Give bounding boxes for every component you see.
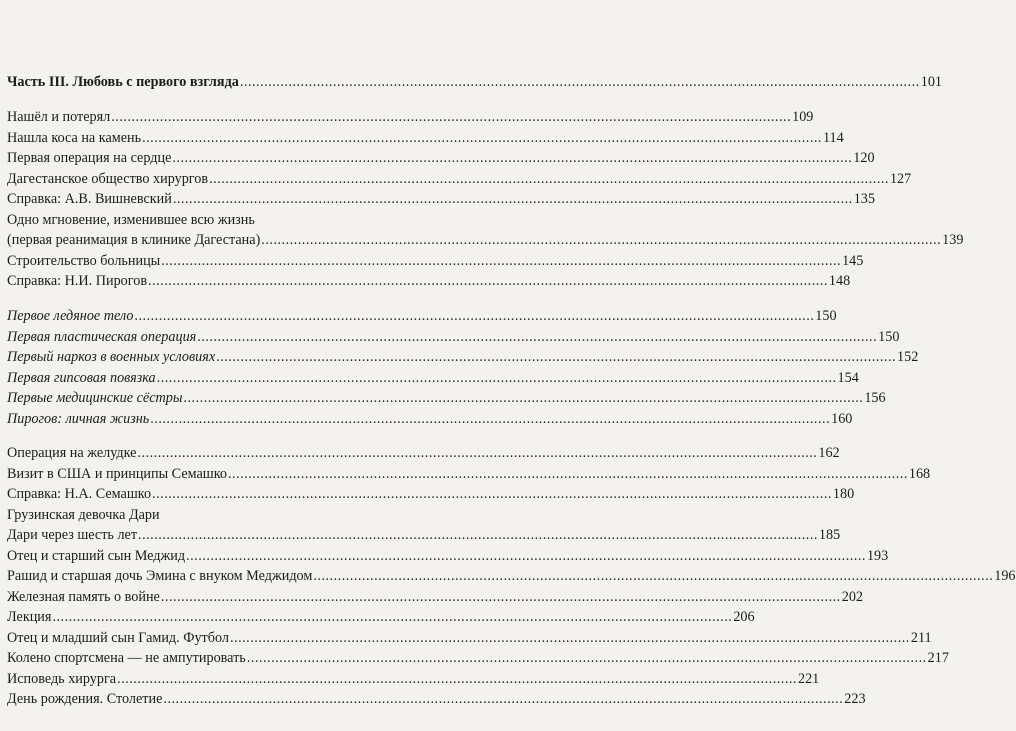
toc-entry-page: 127 xyxy=(889,170,912,187)
toc-entry-title: Железная память о войне xyxy=(7,588,160,605)
toc-entry-title: Отец и старший сын Меджид xyxy=(7,547,186,564)
toc-entry-page: 180 xyxy=(832,486,855,502)
toc-leader-dots xyxy=(261,231,941,249)
toc-entry xyxy=(7,410,853,428)
toc-entry-page: 196 xyxy=(994,568,1016,584)
toc-entry-title: Грузинская девочка Дари xyxy=(7,506,160,523)
toc-leader-dots xyxy=(173,190,853,208)
toc-entry-page: 109 xyxy=(792,109,814,125)
toc-entry-page: 139 xyxy=(942,232,964,248)
toc-entry-title: Строительство больницы xyxy=(7,252,161,269)
toc-entry-title: Колено спортсмена — не ампутировать xyxy=(7,650,246,666)
toc-entry xyxy=(7,369,859,387)
toc-part-heading xyxy=(7,73,942,91)
toc-entry xyxy=(7,129,844,147)
toc-entry-page: 160 xyxy=(831,410,853,427)
toc-entry-title: День рождения. Столетие xyxy=(7,691,163,707)
toc-entry-title: Первый наркоз в военных условиях xyxy=(7,349,216,365)
toc-leader-dots xyxy=(247,649,927,667)
toc-entry xyxy=(7,108,814,126)
toc-entry-title: Справка: А.В. Вишневский xyxy=(7,191,172,207)
toc-entry xyxy=(7,526,841,544)
toc-entry-title: Первое ледяное тело xyxy=(7,308,134,324)
toc-entry-page: 221 xyxy=(797,670,820,687)
toc-entry xyxy=(7,170,912,188)
toc-leader-dots xyxy=(161,588,841,606)
toc-entry-page: 211 xyxy=(910,629,932,646)
toc-leader-dots xyxy=(209,170,889,188)
toc-leader-dots xyxy=(148,272,828,290)
toc-leader-dots xyxy=(142,129,822,147)
toc-entry-title: Нашла коса на камень xyxy=(7,129,142,146)
toc-entry-title: Пирогов: личная жизнь xyxy=(7,410,150,427)
toc-leader-dots xyxy=(117,670,797,688)
toc-entry-title: Первая гипсовая повязка xyxy=(7,369,156,386)
toc-entry-page: 114 xyxy=(822,129,844,146)
toc-entry xyxy=(7,348,919,366)
toc-entry-continuation xyxy=(7,231,964,249)
toc-entry-title: Визит в США и принципы Семашко xyxy=(7,465,227,482)
toc-entry-title: Справка: Н.И. Пирогов xyxy=(7,273,148,289)
toc-entry-page: 152 xyxy=(897,349,919,365)
toc-entry-page: 156 xyxy=(864,390,886,406)
toc-leader-dots xyxy=(240,73,920,91)
toc-leader-dots xyxy=(134,307,814,325)
toc-entry-title: Одно мгновение, изменившее всю жизнь xyxy=(7,211,255,228)
toc-entry xyxy=(7,149,875,167)
toc-entry-page: 162 xyxy=(818,445,840,461)
toc-entry xyxy=(7,444,840,462)
toc-entry-page: 168 xyxy=(908,465,931,482)
toc-leader-dots xyxy=(216,348,896,366)
toc-leader-dots xyxy=(157,369,837,387)
toc-entry-page: 101 xyxy=(920,74,942,90)
toc-entry-title: Справка: Н.А. Семашко xyxy=(7,486,152,502)
toc-leader-dots xyxy=(230,629,910,647)
toc-entry xyxy=(7,506,160,524)
toc-entry xyxy=(7,252,864,270)
toc-entry-title: Первая пластическая операция xyxy=(7,328,197,345)
toc-entry-page: 145 xyxy=(842,252,864,269)
toc-entry-title: Первая операция на сердце xyxy=(7,150,172,166)
toc-entry-title: Первые медицинские сёстры xyxy=(7,390,183,406)
toc-entry xyxy=(7,670,820,688)
toc-entry-title: Часть III. Любовь с первого взгляда xyxy=(7,74,239,90)
toc-entry xyxy=(7,567,1016,585)
toc-entry xyxy=(7,690,866,708)
toc-entry xyxy=(7,389,886,407)
toc-leader-dots xyxy=(313,567,993,585)
toc-leader-dots xyxy=(111,108,791,126)
toc-entry-page: 185 xyxy=(818,527,841,543)
toc-entry xyxy=(7,649,949,667)
toc-entry xyxy=(7,272,851,290)
toc-entry-page: 150 xyxy=(815,308,837,324)
toc-entry-page: 148 xyxy=(828,273,851,289)
toc-entry-title: Дари через шесть лет xyxy=(7,527,138,543)
toc-leader-dots xyxy=(186,547,866,565)
toc-entry-page: 135 xyxy=(853,191,875,207)
toc-entry-title: Дагестанское общество хирургов xyxy=(7,170,209,187)
toc-entry xyxy=(7,211,255,229)
toc-entry-page: 193 xyxy=(866,547,889,564)
toc-entry-title: Операция на желудке xyxy=(7,445,137,461)
toc-leader-dots xyxy=(152,485,832,503)
toc-entry xyxy=(7,190,875,208)
toc-entry-title: Лекция xyxy=(7,609,52,625)
toc-entry xyxy=(7,485,855,503)
toc-entry-title: Отец и младший сын Гамид. Футбол xyxy=(7,629,229,646)
toc-leader-dots xyxy=(161,252,841,270)
toc-entry xyxy=(7,307,837,325)
toc-entry-page: 150 xyxy=(878,328,900,345)
toc-entry-page: 154 xyxy=(837,369,859,386)
toc-leader-dots xyxy=(197,328,877,346)
toc-entry xyxy=(7,328,900,346)
toc-entry xyxy=(7,588,863,606)
toc-entry-title: Исповедь хирурга xyxy=(7,670,117,687)
toc-entry-title: (первая реанимация в клинике Дагестана) xyxy=(7,232,261,248)
toc-entry-title: Нашёл и потерял xyxy=(7,109,111,125)
toc-entry-page: 202 xyxy=(841,588,863,605)
toc-leader-dots xyxy=(150,410,830,428)
toc-leader-dots xyxy=(172,149,852,167)
toc-leader-dots xyxy=(228,465,908,483)
toc-leader-dots xyxy=(163,690,843,708)
toc-entry-page: 223 xyxy=(844,691,866,707)
toc-entry xyxy=(7,465,931,483)
toc-leader-dots xyxy=(183,389,863,407)
toc-leader-dots xyxy=(137,444,817,462)
toc-leader-dots xyxy=(138,526,818,544)
toc-entry-page: 217 xyxy=(927,650,949,666)
toc-entry xyxy=(7,608,755,626)
toc-entry xyxy=(7,629,932,647)
toc-entry-page: 206 xyxy=(733,609,755,625)
toc-entry-page: 120 xyxy=(853,150,875,166)
toc-entry xyxy=(7,547,889,565)
toc-entry-title: Рашид и старшая дочь Эмина с внуком Меджидом xyxy=(7,568,313,584)
toc-leader-dots xyxy=(52,608,732,626)
